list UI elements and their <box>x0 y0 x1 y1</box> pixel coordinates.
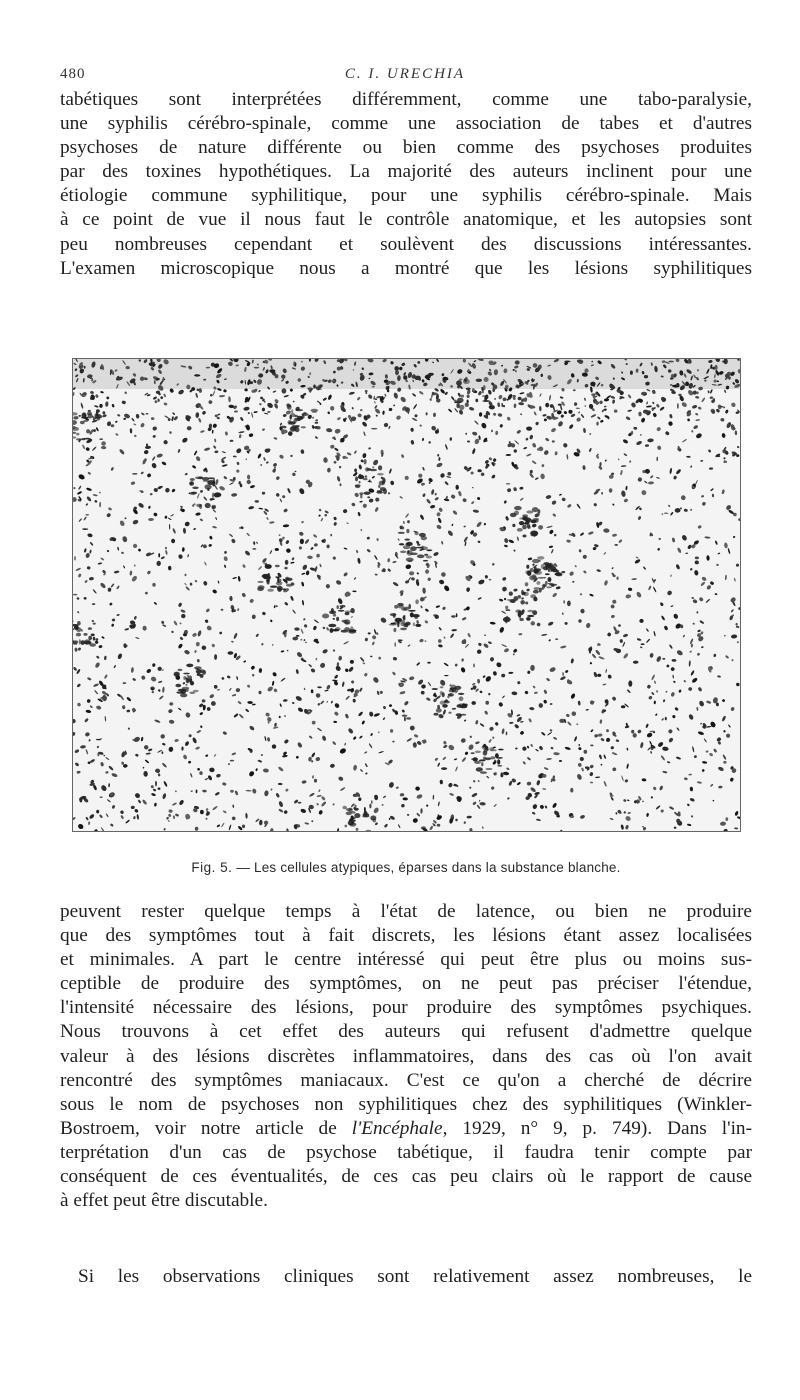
citation-text: Bostroem, voir notre article de <box>60 1117 337 1139</box>
micrograph-image <box>73 359 740 831</box>
text-line: rencontré des symptômes maniacaux. C'est ce qu'on a cherché de décrire <box>60 1069 752 1091</box>
text-line: à ce point de vue il nous faut le contrôle anatomique, et les autopsies sont <box>60 209 752 231</box>
figure-label: Fig. 5. <box>191 860 233 875</box>
journal-title: l'Encéphale <box>351 1117 443 1139</box>
text-line: peu nombreuses cependant et soulèvent des discussions intéressantes. <box>60 233 752 255</box>
caption-text: Les cellules atypiques, éparses dans la substance blanche. <box>254 860 621 875</box>
text-line-with-citation <box>60 1117 752 1141</box>
figure-caption <box>60 860 752 875</box>
running-title: C. I. URECHIA <box>344 66 466 82</box>
text-line: l'intensité nécessaire des lésions, pour produire des symptômes psychiques. <box>60 997 752 1019</box>
text-line: L'examen microscopique nous a montré que les lésions syphilitiques <box>60 257 752 279</box>
page-number: 480 <box>60 66 86 82</box>
text-line: Si les observations cliniques sont relativement assez nombreuses, le <box>78 1266 752 1287</box>
text-line: étiologie commune syphilitique, pour une syphilis cérébro-spinale. Mais <box>60 185 752 207</box>
text-line: terprétation d'un cas de psychose tabétique, il faudra tenir compte par <box>60 1141 752 1163</box>
paragraph-final <box>60 1265 752 1289</box>
caption-dash: — <box>236 860 251 875</box>
citation-ref: , 1929, n° 9, p. 749). Dans l'in- <box>442 1117 752 1139</box>
text-line: ceptible de produire des symptômes, on ne peut pas préciser l'étendue, <box>60 973 752 995</box>
text-line: par des toxines hypothétiques. La majorité des auteurs inclinent pour une <box>60 161 752 183</box>
text-line: que des symptômes tout à fait discrets, les lésions étant assez localisées <box>60 925 752 947</box>
text-line: à effet peut être discutable. <box>60 1190 268 1212</box>
text-line: peuvent rester quelque temps à l'état de latence, ou bien ne produire <box>60 901 752 922</box>
running-header <box>60 66 750 90</box>
text-line: une syphilis cérébro-spinale, comme une association de tabes et d'autres <box>60 113 752 135</box>
text-line: valeur à des lésions discrètes inflammatoires, dans des cas où l'on avait <box>60 1045 752 1067</box>
text-line: et minimales. A part le centre intéressé qui peut être plus ou moins sus- <box>60 949 752 971</box>
text-line: Nous trouvons à cet effet des auteurs qui refusent d'admettre quelque <box>60 1021 752 1043</box>
text-line: sous le nom de psychoses non syphilitiques chez des syphilitiques (Winkler- <box>60 1093 752 1115</box>
paragraph-bottom <box>60 900 752 1213</box>
text-line: conséquent de ces éventualités, de ces cas peu clairs où le rapport de cause <box>60 1166 752 1188</box>
text-line: psychoses de nature différente ou bien comme des psychoses produites <box>60 137 752 159</box>
text-line: tabétiques sont interprétées différemment, comme une tabo-paralysie, <box>60 89 752 110</box>
paragraph-top <box>60 88 752 281</box>
micrograph-figure <box>72 358 741 832</box>
